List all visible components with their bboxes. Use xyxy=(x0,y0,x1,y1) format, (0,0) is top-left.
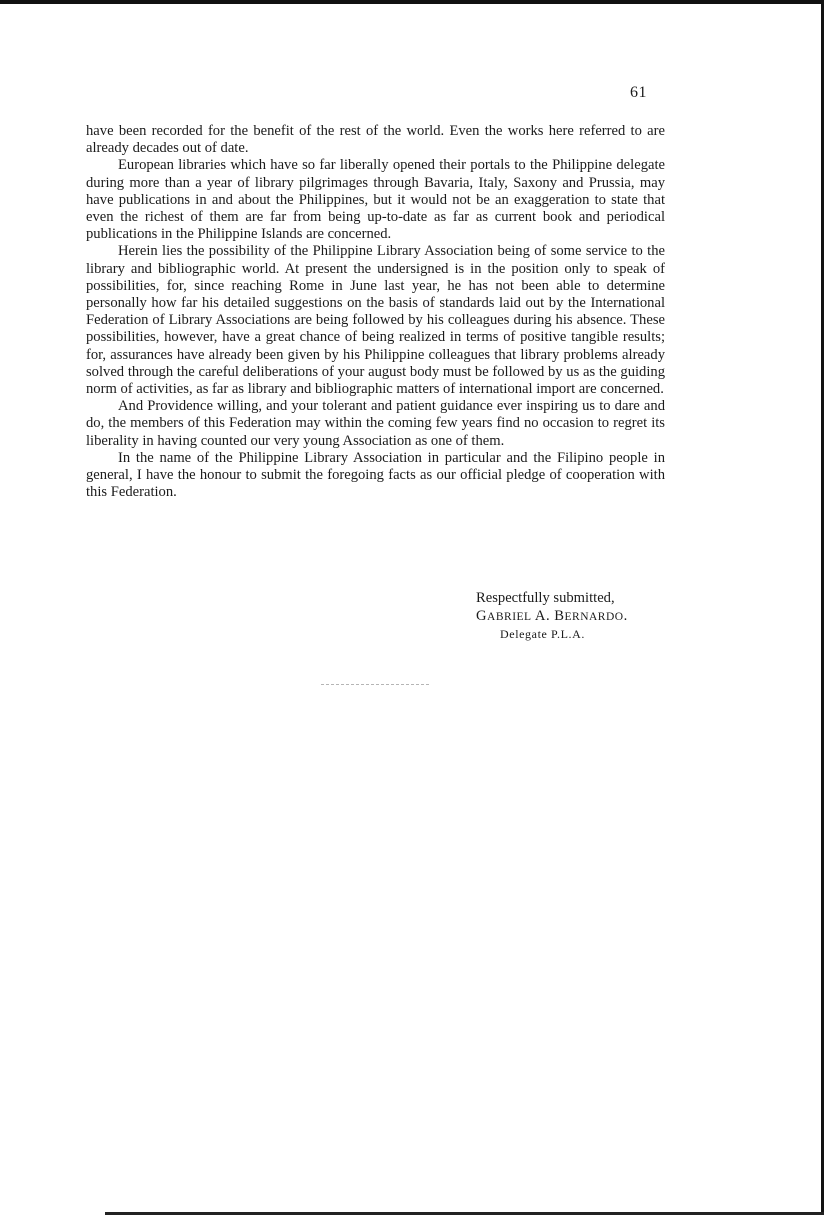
paragraph-european-libraries: European libraries which have so far liberally opened their portals to the Philippine delegate during more than a year of library pilgrimages through Bavaria, Italy, Saxony and Prussia, may have publications in and about the Philippines, but it would not be an exaggeration to state that even the richest of them are far from being up-to-date as far as current book and periodical publications in the Philippine Islands are concerned. xyxy=(86,157,665,243)
paragraph-continuation: have been recorded for the benefit of the rest of the world. Even the works here referred to are already decades out of date. xyxy=(86,123,665,157)
name-last-initial: B xyxy=(554,607,565,624)
signature-name xyxy=(476,608,628,627)
signature-block xyxy=(476,590,628,644)
scan-border-top xyxy=(0,0,824,4)
signature-closing: Respectfully submitted, xyxy=(476,590,615,606)
name-initial: G xyxy=(476,607,488,624)
name-last-rest: ERNARDO xyxy=(564,610,624,623)
end-rule-divider xyxy=(321,684,429,685)
body-text xyxy=(86,123,665,501)
page-number: 61 xyxy=(630,84,647,101)
signature-title: Delegate P.L.A. xyxy=(500,627,585,641)
paragraph-pledge: In the name of the Philippine Library Association in particular and the Filipino people in general, I have the honour to submit the foregoing facts as our official pledge of cooperation with this Federation. xyxy=(86,449,665,501)
paragraph-possibility: Herein lies the possibility of the Philippine Library Association being of some service to the library and bibliographic world. At present the undersigned is in the position only to speak of possibilities, for, since reaching Rome in June last year, he has not been able to determine personally how far his detailed suggestions on the basis of standards laid out by the International Federation of Library Associations are being followed by his colleagues during his absence. These possibilities, however, have a great chance of being realized in terms of positive tangible results; for, assurances have already been given by his Philippine colleagues that library problems already solved through the careful deliberations of your august body must be followed by us as the guiding norm of activities, as far as library and bibliographic matters of international import are concerned. xyxy=(86,243,665,398)
name-first-rest: ABRIEL xyxy=(487,610,532,623)
name-end: . xyxy=(623,607,628,624)
paragraph-providence: And Providence willing, and your tolerant and patient guidance ever inspiring us to dare and do, the members of this Federation may within the coming few years find no occasion to regret its liberality in having counted our very young Association as one of them. xyxy=(86,398,665,449)
name-middle: A. xyxy=(531,607,555,624)
